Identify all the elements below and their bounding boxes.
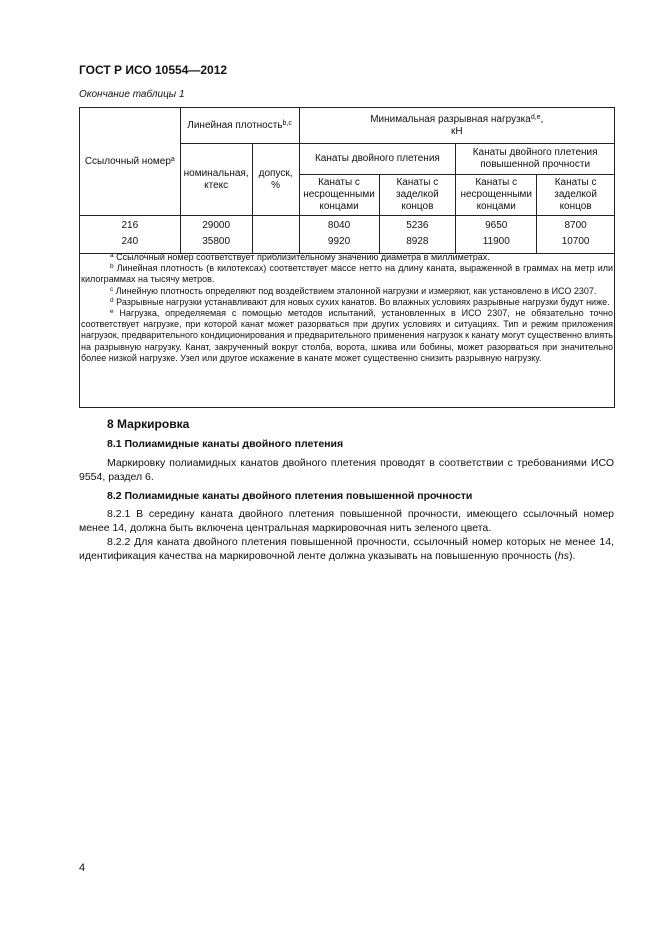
cell-high-spliced: 8700 [537,216,615,235]
header-linear-density: Линейная плотность$^{b,c}$ [180,108,299,144]
cell-double-unspliced: 9920 [299,234,379,254]
table-row [80,234,615,254]
cell-nominal: 29000 [180,216,252,235]
cell-ref: 240 [80,234,181,254]
table-caption: Окончание таблицы 1 [79,89,185,100]
footnote: $^c$ Линейную плотность определяют под воздействием эталонной нагрузки и измеряют, как установлено в ИСО 2307. [110,285,597,296]
header-high-spliced: Канаты с заделкой концов [537,175,615,216]
header-high-unspliced: Канаты с несрощенными концами [456,175,537,216]
breaking-load-table [79,107,615,254]
table-row [80,216,615,235]
paragraph: 8.2.2 Для каната двойного плетения повышенной прочности, ссылочный номер которых не менее 14, идентификация качества на маркировочной ленте должна указывать на повышенную прочность (hs). [79,536,614,562]
cell-double-unspliced: 8040 [299,216,379,235]
footnote: $^d$ Разрывные нагрузки устанавливают для новых сухих канатов. Во влажных условиях разрывные нагрузки будут ниже. [110,296,610,307]
cell-high-spliced: 10700 [537,234,615,254]
section-title: 8 Маркировка [107,417,190,431]
cell-tolerance [252,234,299,254]
document-header: ГОСТ Р ИСО 10554—2012 [79,63,228,77]
header-high-strength: Канаты двойного плетения повышенной прочности [456,144,615,175]
paragraph: Маркировку полиамидных канатов двойного плетения проводят в соответствии с требованиями ИСО 9554, раздел 6. [79,457,614,483]
cell-high-unspliced: 11900 [456,234,537,254]
header-ref-number: Ссылочный номер$^a$ [80,108,181,216]
cell-high-unspliced: 9650 [456,216,537,235]
table-footnotes [79,252,615,408]
subsection-title: 8.1 Полиамидные канаты двойного плетения [107,438,344,450]
header-double-unspliced: Канаты с несрощенными концами [299,175,379,216]
footnote: $^a$ Ссылочный номер соответствует приблизительному значению диаметра в миллиметрах. [110,252,490,262]
header-nominal: номинальная, ктекс [180,144,252,216]
header-tolerance: допуск, % [252,144,299,216]
cell-tolerance [252,216,299,235]
cell-nominal: 35800 [180,234,252,254]
cell-double-spliced: 5236 [379,216,456,235]
header-double-braided: Канаты двойного плетения [299,144,456,175]
cell-ref: 216 [80,216,181,235]
subsection-title: 8.2 Полиамидные канаты двойного плетения повышенной прочности [107,490,473,502]
header-double-spliced: Канаты с заделкой концов [379,175,456,216]
header-breaking-load: Минимальная разрывная нагрузка$^{d,e}$, кН [299,108,614,144]
page-number: 4 [79,862,86,874]
footnote: $^b$ Линейная плотность (в килотексах) соответствует массе нетто на длину каната, выраженной в граммах на метр или килограммах на тысячу метров. [81,263,613,285]
paragraph: 8.2.1 В середину каната двойного плетения повышенной прочности, имеющего ссылочный номер менее 14, должна быть включена центральная маркировочная нить зеленого цвета. [79,508,614,534]
cell-double-spliced: 8928 [379,234,456,254]
footnote: $^e$ Нагрузка, определяемая с помощью методов испытаний, установленных в ИСО 2307, не обязательно точно соответствует нагрузке, при которой канат может разорваться при других условиях и ситуациях. Тип и режим приложения нагрузок, предварительного кондиционирования и предварительного применения нагрузок к канату могут существенно влиять на разрывную нагрузку. Канат, закрученный вокруг столба, ворота, шкива или бобины, может разорваться при значительно более низкой нагрузке. Узел или другое искажение в канате может существенно снизить разрывную нагрузку. [81,308,613,363]
